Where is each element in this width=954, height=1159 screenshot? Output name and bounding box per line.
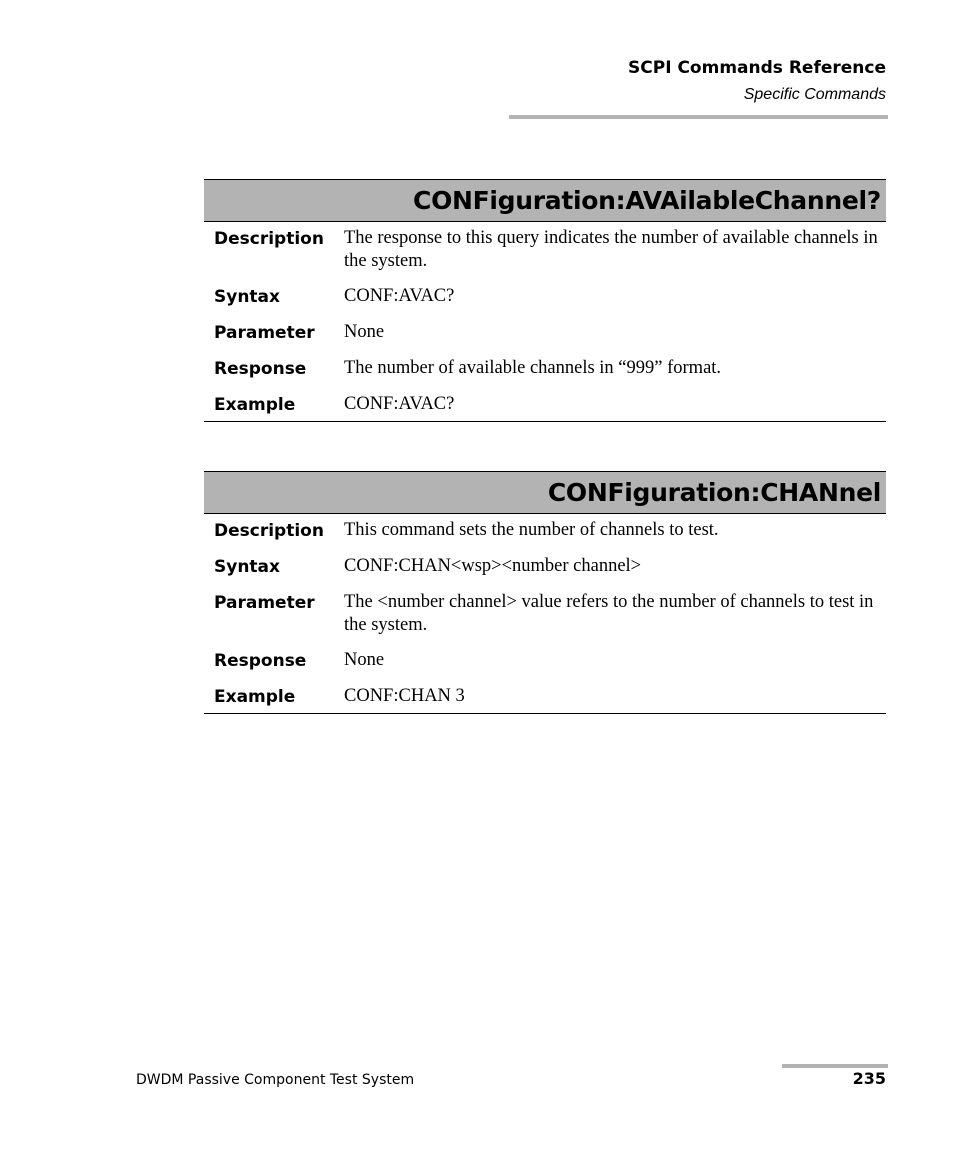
command-table	[204, 222, 886, 422]
syntax-row	[204, 555, 886, 579]
row-value: CONF:CHAN<wsp><number channel>	[344, 556, 642, 576]
row-value: The number of available channels in “999” format.	[344, 358, 722, 378]
header-title: SCPI Commands Reference	[628, 58, 886, 78]
command-table	[204, 514, 886, 714]
row-label: Example	[214, 687, 296, 707]
parameter-row	[204, 321, 886, 345]
description-row	[204, 519, 886, 543]
row-label: Parameter	[214, 593, 315, 613]
row-label: Syntax	[214, 557, 280, 577]
response-row	[204, 649, 886, 673]
section-title: CONFiguration:AVAilableChannel?	[204, 179, 886, 222]
response-row	[204, 357, 886, 381]
row-value: None	[344, 322, 385, 342]
footer-product-name: DWDM Passive Component Test System	[136, 1072, 415, 1088]
command-section-avac	[204, 179, 886, 422]
row-value: CONF:CHAN 3	[344, 686, 465, 706]
row-label: Response	[214, 651, 307, 671]
row-label: Example	[214, 395, 296, 415]
row-value: None	[344, 650, 385, 670]
example-row	[204, 393, 886, 417]
row-value: The <number channel> value refers to the number of channels to test in the system.	[344, 592, 874, 635]
row-value: CONF:AVAC?	[344, 394, 455, 414]
row-label: Response	[214, 359, 307, 379]
parameter-row	[204, 591, 886, 637]
syntax-row	[204, 285, 886, 309]
row-value: The response to this query indicates the number of available channels in the system.	[344, 228, 878, 271]
section-title: CONFiguration:CHANnel	[204, 471, 886, 514]
row-value: This command sets the number of channels to test.	[344, 520, 719, 540]
row-label: Syntax	[214, 287, 280, 307]
command-section-chan	[204, 471, 886, 714]
row-label: Description	[214, 521, 324, 541]
header-subtitle: Specific Commands	[743, 86, 886, 103]
row-label: Description	[214, 229, 324, 249]
description-row	[204, 227, 886, 273]
header-rule	[509, 115, 888, 119]
row-label: Parameter	[214, 323, 315, 343]
page-number: 235	[852, 1069, 886, 1088]
running-header	[628, 56, 886, 106]
row-value: CONF:AVAC?	[344, 286, 455, 306]
example-row	[204, 685, 886, 709]
